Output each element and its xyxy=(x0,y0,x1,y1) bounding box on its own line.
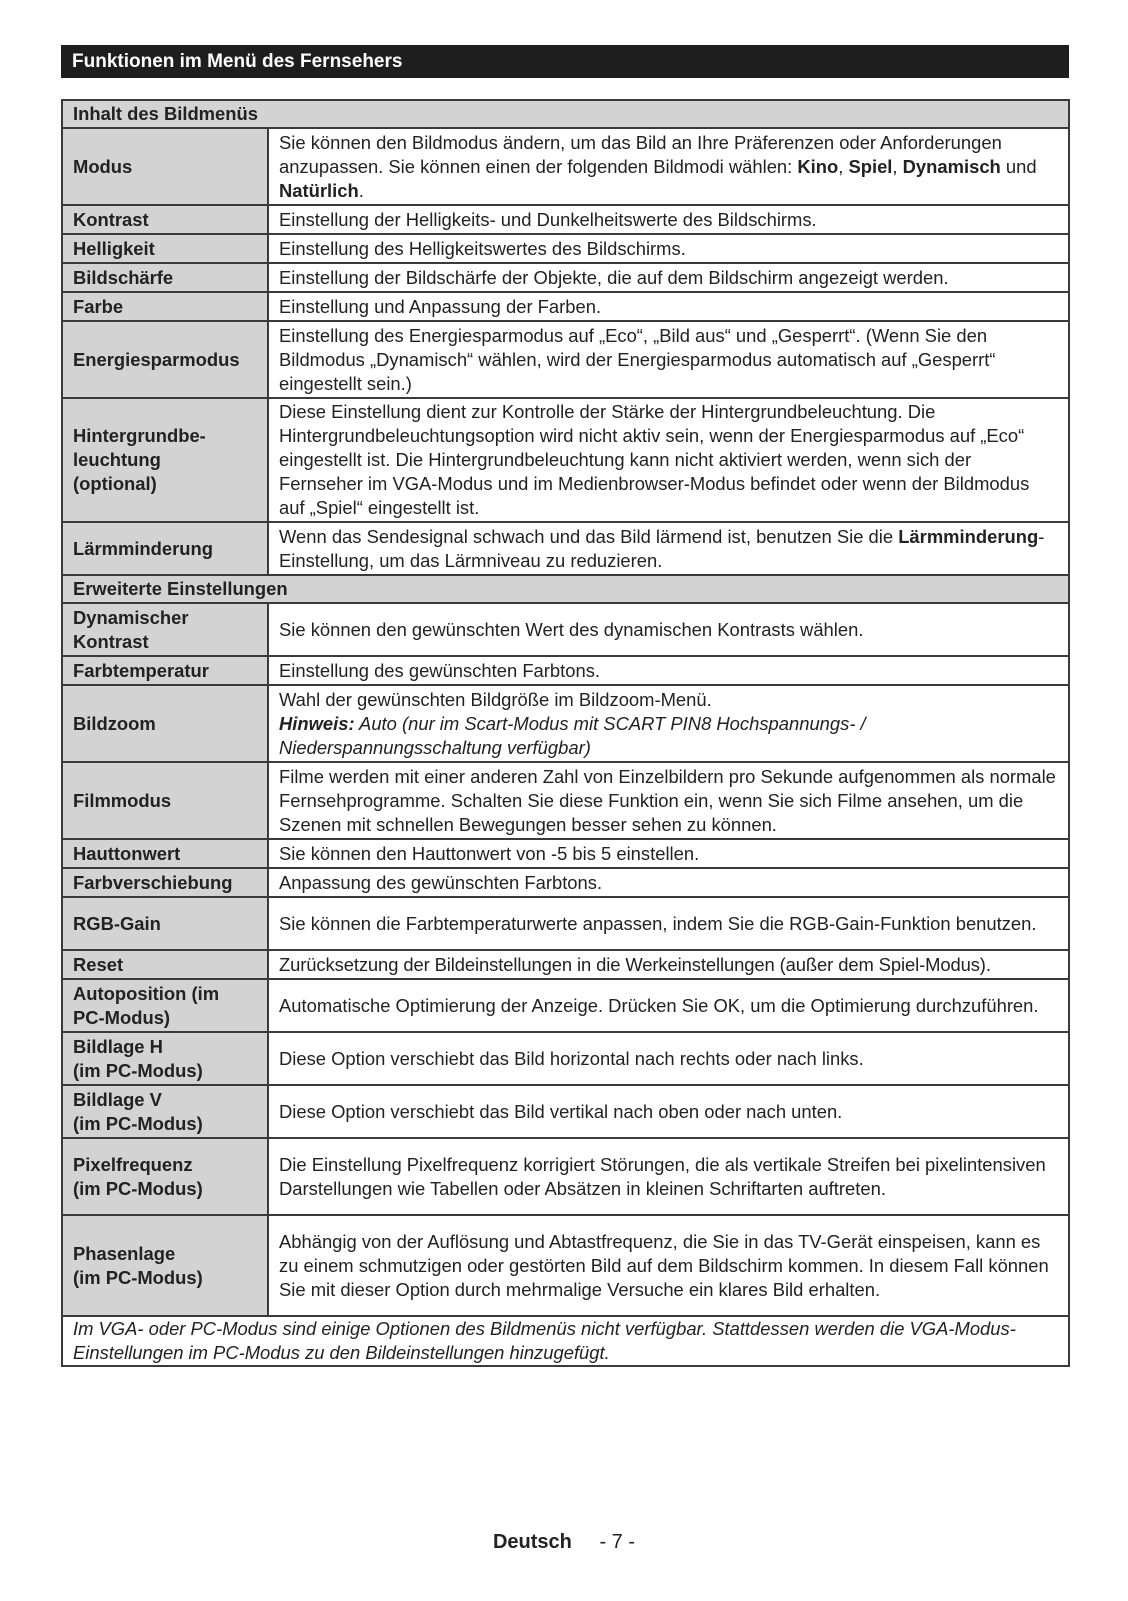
row-value-hauttonwert: Sie können den Hauttonwert von -5 bis 5 einstellen. xyxy=(268,839,1069,868)
row-value-helligkeit: Einstellung des Helligkeitswertes des Bildschirms. xyxy=(268,234,1069,263)
table-row-hintergrundbeleuchtung xyxy=(62,398,1069,522)
row-value-bildlage-h: Diese Option verschiebt das Bild horizontal nach rechts oder nach links. xyxy=(268,1032,1069,1085)
row-key-laermminderung: Lärmminderung xyxy=(62,522,268,575)
row-value-phasenlage: Abhängig von der Auflösung und Abtastfrequenz, die Sie in das TV-Gerät einspeisen, kann es zu einem schmutzigen oder gestörten Bild auf dem Bildschirm kommen. In diesem Fall können Sie mit dieser Option durch mehrmalige Versuche ein klares Bild erhalten. xyxy=(268,1215,1069,1316)
row-value-modus: Sie können den Bildmodus ändern, um das Bild an Ihre Präferenzen oder Anforderungen anzupassen. Sie können einen der folgenden Bildmodi wählen: Kino, Spiel, Dynamisch und Natürlich. xyxy=(268,128,1069,205)
table-row-hauttonwert xyxy=(62,839,1069,868)
row-value-filmmodus: Filme werden mit einer anderen Zahl von Einzelbildern pro Sekunde aufgenommen als normale Fernsehprogramme. Schalten Sie diese Funktion ein, wenn Sie sich Filme ansehen, um die Szenen mit schnellen Bewegungen besser sehen zu können. xyxy=(268,762,1069,839)
picture-menu-table xyxy=(61,99,1070,1367)
row-value-kontrast: Einstellung der Helligkeits- und Dunkelheitswerte des Bildschirms. xyxy=(268,205,1069,234)
row-key-rgb-gain: RGB-Gain xyxy=(62,897,268,950)
row-value-farbe: Einstellung und Anpassung der Farben. xyxy=(268,292,1069,321)
row-value-bildschaerfe: Einstellung der Bildschärfe der Objekte, die auf dem Bildschirm angezeigt werden. xyxy=(268,263,1069,292)
row-key-hintergrundbeleuchtung: Hintergrundbe- leuchtung (optional) xyxy=(62,398,268,522)
row-key-dynamischer-kontrast: Dynamischer Kontrast xyxy=(62,603,268,656)
table-row-pixelfrequenz xyxy=(62,1138,1069,1215)
row-value-rgb-gain: Sie können die Farbtemperaturwerte anpassen, indem Sie die RGB-Gain-Funktion benutzen. xyxy=(268,897,1069,950)
row-value-autoposition: Automatische Optimierung der Anzeige. Drücken Sie OK, um die Optimierung durchzuführen. xyxy=(268,979,1069,1032)
table-row-farbverschiebung xyxy=(62,868,1069,897)
table-row-rgb-gain xyxy=(62,897,1069,950)
row-value-bildzoom: Wahl der gewünschten Bildgröße im Bildzoom-Menü. Hinweis: Auto (nur im Scart-Modus mit SCART PIN8 Hochspannungs- / Niederspannungsschaltung verfügbar) xyxy=(268,685,1069,762)
row-key-helligkeit: Helligkeit xyxy=(62,234,268,263)
section-row-advanced xyxy=(62,575,1069,603)
row-key-modus: Modus xyxy=(62,128,268,205)
row-key-pixelfrequenz: Pixelfrequenz (im PC-Modus) xyxy=(62,1138,268,1215)
row-value-farbtemperatur: Einstellung des gewünschten Farbtons. xyxy=(268,656,1069,685)
table-row-note xyxy=(62,1316,1069,1366)
page-header-bar xyxy=(61,45,1069,78)
row-value-bildlage-v: Diese Option verschiebt das Bild vertikal nach oben oder nach unten. xyxy=(268,1085,1069,1138)
row-value-dynamischer-kontrast: Sie können den gewünschten Wert des dynamischen Kontrasts wählen. xyxy=(268,603,1069,656)
table-row-kontrast xyxy=(62,205,1069,234)
table-row-farbe xyxy=(62,292,1069,321)
row-key-hauttonwert: Hauttonwert xyxy=(62,839,268,868)
table-row-modus xyxy=(62,128,1069,205)
row-value-laermminderung: Wenn das Sendesignal schwach und das Bild lärmend ist, benutzen Sie die Lärmminderung-Einstellung, um das Lärmniveau zu reduzieren. xyxy=(268,522,1069,575)
row-key-bildschaerfe: Bildschärfe xyxy=(62,263,268,292)
table-row-reset xyxy=(62,950,1069,979)
row-key-farbverschiebung: Farbverschiebung xyxy=(62,868,268,897)
table-row-bildlage-h xyxy=(62,1032,1069,1085)
table-row-bildlage-v xyxy=(62,1085,1069,1138)
row-key-farbtemperatur: Farbtemperatur xyxy=(62,656,268,685)
row-key-energiesparmodus: Energiesparmodus xyxy=(62,321,268,398)
row-key-autoposition: Autoposition (im PC-Modus) xyxy=(62,979,268,1032)
table-row-farbtemperatur xyxy=(62,656,1069,685)
row-value-energiesparmodus: Einstellung des Energiesparmodus auf „Eco“, „Bild aus“ und „Gesperrt“. (Wenn Sie den Bildmodus „Dynamisch“ wählen, wird der Energiesparmodus automatisch auf „Gesperrt“ eingestellt sein.) xyxy=(268,321,1069,398)
table-row-bildschaerfe xyxy=(62,263,1069,292)
row-key-bildlage-h: Bildlage H (im PC-Modus) xyxy=(62,1032,268,1085)
row-value-reset: Zurücksetzung der Bildeinstellungen in die Werkeinstellungen (außer dem Spiel-Modus). xyxy=(268,950,1069,979)
row-key-phasenlage: Phasenlage (im PC-Modus) xyxy=(62,1215,268,1316)
table-row-autoposition xyxy=(62,979,1069,1032)
section-title-advanced: Erweiterte Einstellungen xyxy=(62,575,1069,603)
table-row-filmmodus xyxy=(62,762,1069,839)
footnote-text: Im VGA- oder PC-Modus sind einige Optionen des Bildmenüs nicht verfügbar. Stattdessen werden die VGA-Modus-Einstellungen im PC-Modus zu den Bildeinstellungen hinzugefügt. xyxy=(62,1316,1069,1366)
table-row-phasenlage xyxy=(62,1215,1069,1316)
page-number: - 7 - xyxy=(599,1531,636,1553)
table-row-bildzoom xyxy=(62,685,1069,762)
row-value-pixelfrequenz: Die Einstellung Pixelfrequenz korrigiert Störungen, die als vertikale Streifen bei pixelintensiven Darstellungen wie Tabellen oder Absätzen in kleinen Schriftarten auftreten. xyxy=(268,1138,1069,1215)
row-key-reset: Reset xyxy=(62,950,268,979)
table-row-dynamischer-kontrast xyxy=(62,603,1069,656)
section-title-picture: Inhalt des Bildmenüs xyxy=(62,100,1069,128)
table-row-energiesparmodus xyxy=(62,321,1069,398)
row-key-filmmodus: Filmmodus xyxy=(62,762,268,839)
table-row-helligkeit xyxy=(62,234,1069,263)
row-key-kontrast: Kontrast xyxy=(62,205,268,234)
page-footer xyxy=(0,1531,1128,1554)
section-row-picture xyxy=(62,100,1069,128)
footer-language: Deutsch xyxy=(492,1531,572,1553)
table-row-laermminderung xyxy=(62,522,1069,575)
row-key-bildzoom: Bildzoom xyxy=(62,685,268,762)
page-header-title: Funktionen im Menü des Fernsehers xyxy=(72,51,403,72)
row-key-bildlage-v: Bildlage V (im PC-Modus) xyxy=(62,1085,268,1138)
row-key-farbe: Farbe xyxy=(62,292,268,321)
row-value-farbverschiebung: Anpassung des gewünschten Farbtons. xyxy=(268,868,1069,897)
row-value-hintergrundbeleuchtung: Diese Einstellung dient zur Kontrolle der Stärke der Hintergrundbeleuchtung. Die Hintergrundbeleuchtungsoption wird nicht aktiv sein, wenn der Energiesparmodus auf „Eco“ eingestellt ist. Die Hintergrundbeleuchtung kann nicht aktiviert werden, wenn sich der Fernseher im VGA-Modus und im Medienbrowser-Modus befindet oder wenn der Bildmodus auf „Spiel“ eingestellt ist. xyxy=(268,398,1069,522)
